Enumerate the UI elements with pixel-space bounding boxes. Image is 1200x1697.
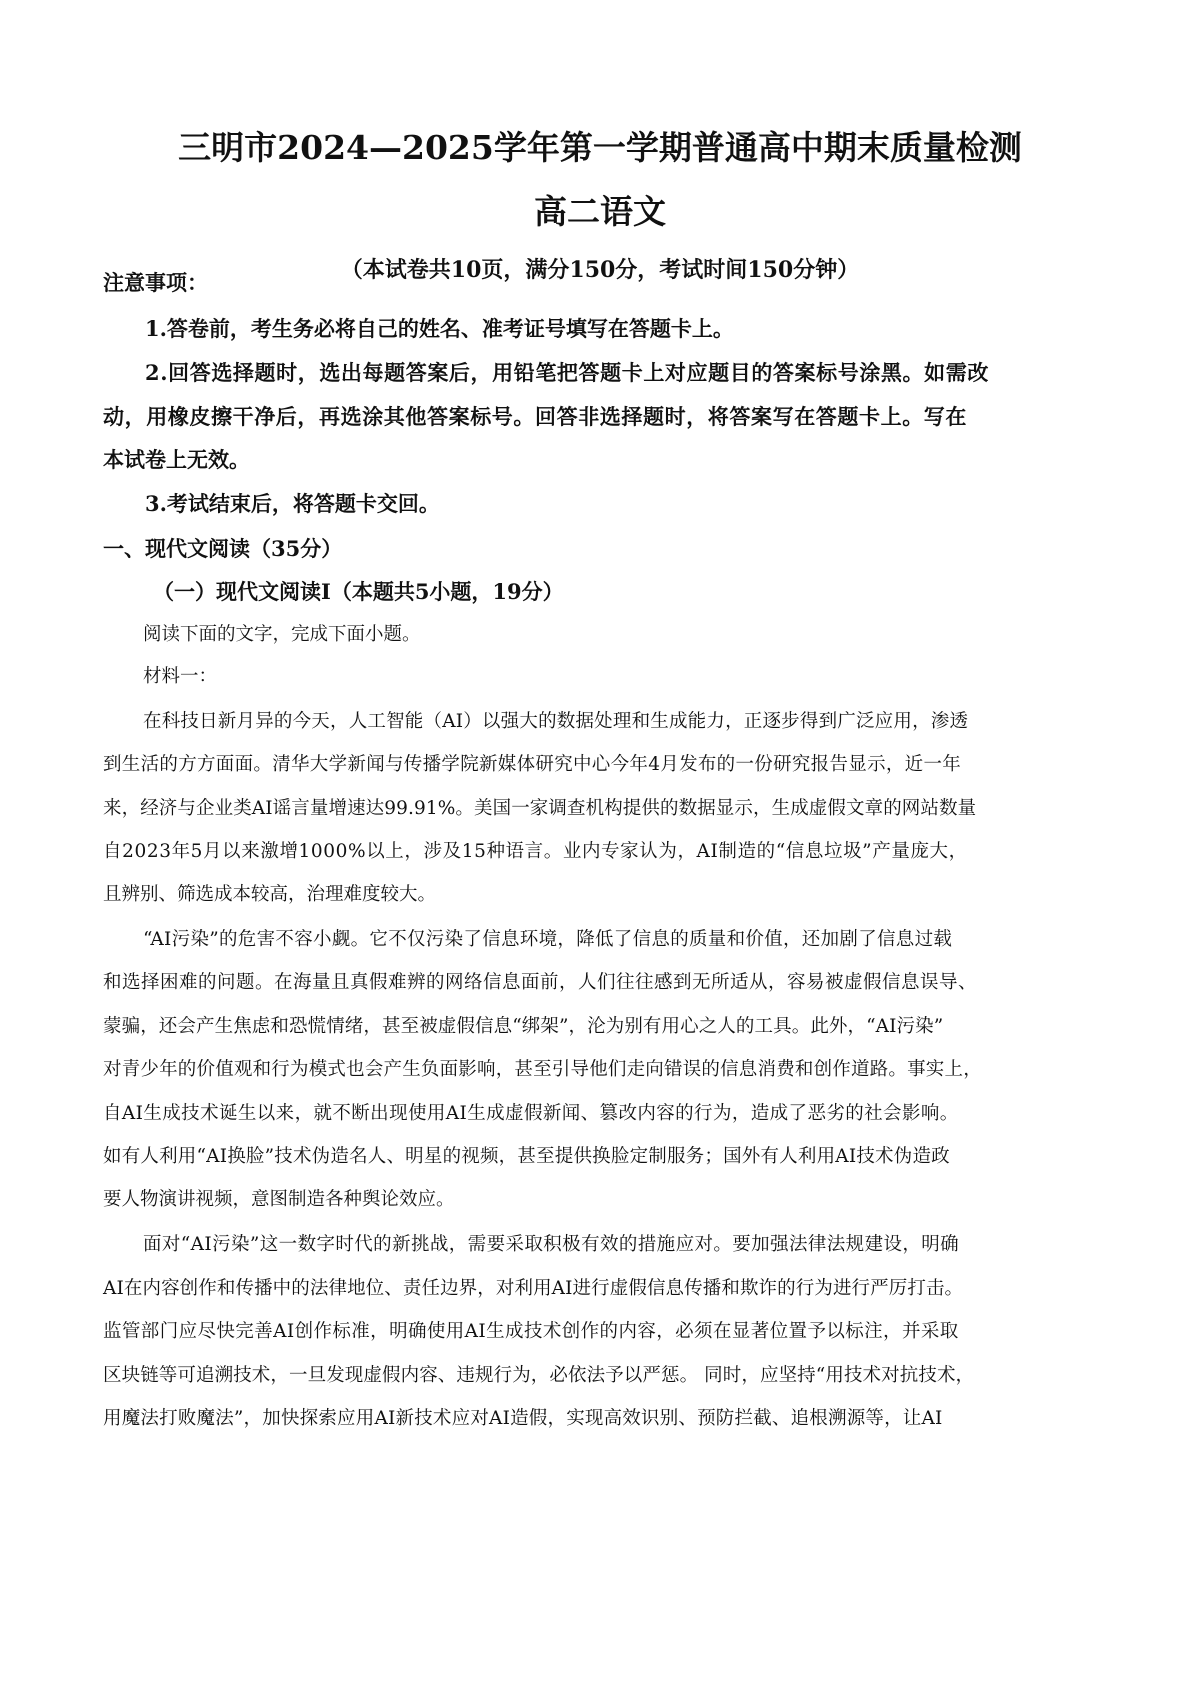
notice-heading: 注意事项： [103, 270, 208, 295]
notice-item-3: 3.考试结束后，将答题卡交回。 [145, 491, 440, 516]
passage-line: 对青少年的价值观和行为模式也会产生负面影响，甚至引导他们走向错误的信息消费和创作道路。事实上， [103, 1059, 982, 1080]
exam-info: （本试卷共10页，满分150分，考试时间150分钟） [340, 257, 860, 283]
passage-line: 用魔法打败魔法”，加快探索应用AI新技术应对AI造假，实现高效识别、预防拦截、追根溯源等，让AI [103, 1408, 943, 1429]
section-heading: 一、现代文阅读（35分） [103, 536, 343, 561]
reading-instruction: 阅读下面的文字，完成下面小题。 [143, 624, 421, 645]
notice-item-2-cont: 动，用橡皮擦干净后，再选涂其他答案标号。回答非选择题时，将答案写在答题卡上。写在 [103, 404, 967, 429]
passage-line: 到生活的方方面面。清华大学新闻与传播学院新媒体研究中心今年4月发布的一份研究报告显示，近一年 [103, 754, 962, 775]
passage-line: 区块链等可追溯技术，一旦发现虚假内容、违规行为，必依法予以严惩。 同时，应坚持“用技术对抗技术， [103, 1365, 975, 1386]
material-label: 材料一： [143, 666, 218, 687]
passage-line: 来，经济与企业类AI谣言量增速达99.91%。美国一家调查机构提供的数据显示，生成虚假文章的网站数量 [103, 798, 977, 819]
passage-line: 要人物演讲视频，意图制造各种舆论效应。 [103, 1189, 455, 1210]
passage-line: 面对“AI污染”这一数字时代的新挑战，需要采取积极有效的措施应对。要加强法律法规建设，明确 [143, 1234, 960, 1255]
notice-item-2-end: 本试卷上无效。 [103, 447, 250, 472]
passage-line: 自AI生成技术诞生以来，就不断出现使用AI生成虚假新闻、篡改内容的行为，造成了恶劣的社会影响。 [103, 1103, 959, 1124]
notice-item-2: 2.回答选择题时，选出每题答案后，用铅笔把答题卡上对应题目的答案标号涂黑。如需改 [145, 360, 989, 385]
exam-title: 三明市2024—2025学年第一学期普通高中期末质量检测 [178, 128, 1022, 167]
notice-item-1: 1.答卷前，考生务必将自己的姓名、准考证号填写在答题卡上。 [145, 316, 734, 341]
passage-line: 自2023年5月以来激增1000%以上，涉及15种语言。业内专家认为，AI制造的“信息垃圾”产量庞大， [103, 841, 968, 862]
section-subheading: （一）现代文阅读Ⅰ（本题共5小题，19分） [153, 579, 564, 604]
passage-line: 在科技日新月异的今天，人工智能（AI）以强大的数据处理和生成能力，正逐步得到广泛应用，渗透 [143, 711, 969, 732]
passage-line: 蒙骗，还会产生焦虑和恐慌情绪，甚至被虚假信息“绑架”，沦为别有用心之人的工具。此外，“AI污染” [103, 1016, 944, 1037]
passage-line: 监管部门应尽快完善AI创作标准，明确使用AI生成技术创作的内容，必须在显著位置予以标注，并采取 [103, 1321, 959, 1342]
subject-title: 高二语文 [534, 192, 666, 231]
passage-line: “AI污染”的危害不容小觑。它不仅污染了信息环境，降低了信息的质量和价值，还加剧了信息过载 [143, 929, 953, 950]
passage-line: AI在内容创作和传播中的法律地位、责任边界，对利用AI进行虚假信息传播和欺诈的行为进行严厉打击。 [103, 1278, 964, 1299]
passage-line: 如有人利用“AI换脸”技术伪造名人、明星的视频，甚至提供换脸定制服务；国外有人利用AI技术伪造政 [103, 1146, 950, 1167]
passage-line: 和选择困难的问题。在海量且真假难辨的网络信息面前，人们往往感到无所适从，容易被虚假信息误导、 [103, 972, 978, 993]
passage-line: 且辨别、筛选成本较高，治理难度较大。 [103, 884, 437, 905]
